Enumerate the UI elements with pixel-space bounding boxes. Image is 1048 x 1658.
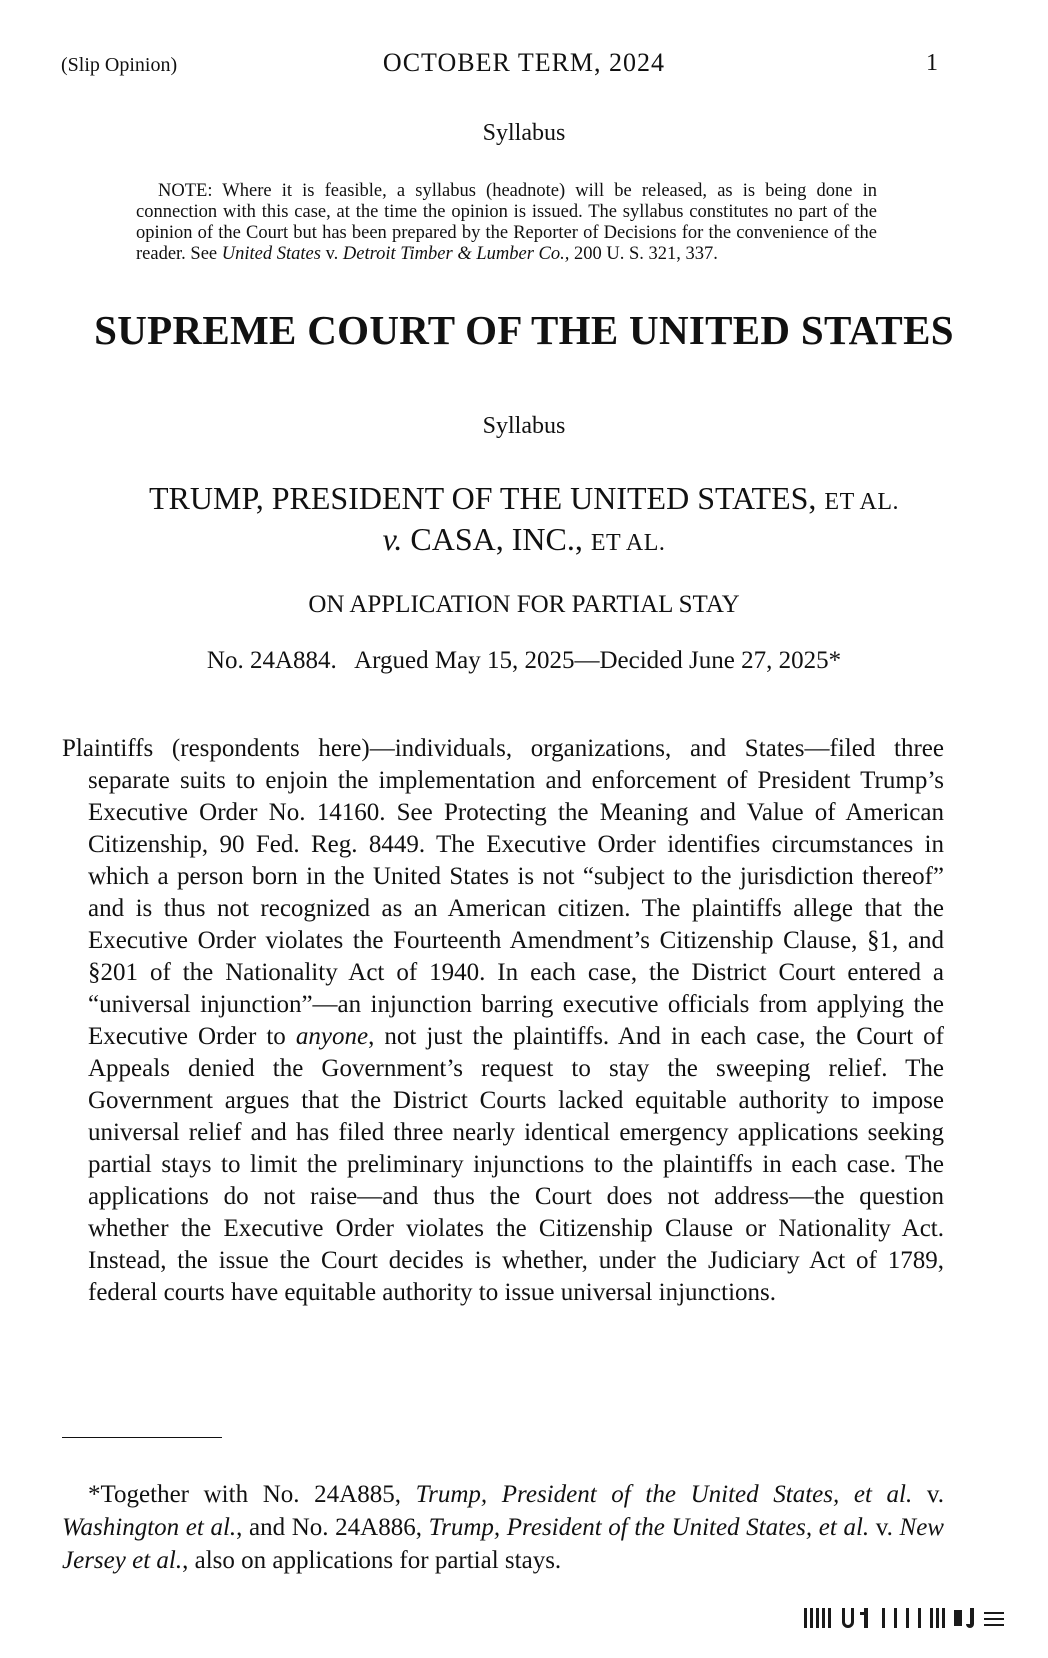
caption-versus: v.	[382, 521, 403, 557]
footnote-text-1: *Together with No. 24A885,	[88, 1481, 416, 1508]
slip-opinion-label: (Slip Opinion)	[61, 54, 178, 76]
note-versus: v.	[320, 244, 343, 264]
caption-respondent: CASA, INC.,	[402, 521, 583, 557]
docket-line: No. 24A884. Argued May 15, 2025—Decided June 27, 2025*	[206, 647, 842, 674]
case-caption-line-1	[0, 480, 1048, 517]
note-case-party-b: Detroit Timber & Lumber Co.,	[342, 244, 570, 264]
page-number: 1	[926, 50, 938, 76]
caption-respondent-etal: ET AL.	[590, 530, 666, 556]
footnote-case-1-party-a: Trump, President of the United States, et al.	[415, 1481, 913, 1508]
body-text-part-2: , not just the plaintiffs. And in each case, the Court of Appeals denied the Government’s request to stay the sweeping relief. The Government argues that the District Courts lacked equitable authority to impose universal relief and has filed three nearly identical emergency applications seeking partial stays to limit the preliminary injunctions to the plaintiffs in each case. The applications do not raise—and thus the Court does not address—the question whether the Executive Order violates the Citizenship Clause or Nationality Act. Instead, the issue the Court decides is whether, under the Judiciary Act of 1789, federal courts have equitable authority to issue universal injunctions.	[88, 1023, 945, 1306]
footnote-text-4: v.	[869, 1514, 900, 1541]
note-citation: 200 U. S. 321, 337.	[569, 244, 718, 264]
footnote-case-2-party-b: New Jersey et al.	[62, 1514, 944, 1574]
syllabus-header: Syllabus	[482, 120, 566, 146]
syllabus-body-paragraph	[62, 733, 944, 1309]
caption-petitioner-etal: ET AL.	[824, 489, 899, 515]
case-caption-line-2	[0, 521, 1048, 558]
note-case-party-a: United States	[221, 244, 321, 264]
court-name: SUPREME COURT OF THE UNITED STATES	[94, 307, 954, 353]
caption-petitioner: TRUMP, PRESIDENT OF THE UNITED STATES,	[149, 480, 817, 516]
body-emphasis: anyone	[295, 1023, 369, 1050]
footnote-divider	[62, 1437, 222, 1438]
footnote-case-1-party-b: Washington et al.	[62, 1514, 237, 1541]
footnote-text-3: , and No. 24A886,	[236, 1514, 429, 1541]
syllabus-heading: Syllabus	[482, 413, 566, 439]
term-header: OCTOBER TERM, 2024	[382, 48, 666, 77]
watermark-glyphs	[798, 1600, 1018, 1634]
footnote-text-5: , also on applications for partial stays.	[182, 1547, 562, 1574]
body-text-part-1: Plaintiffs (respondents here)—individuals, organizations, and States—filed three separate suits to enjoin the implementation and enforcement of President Trump’s Executive Order No. 14160. See Protecting the Meaning and Value of American Citizenship, 90 Fed. Reg. 8449. The Executive Order identifies circumstances in which a person born in the United States is not “subject to the jurisdiction thereof” and is thus not recognized as an American citizen. The plaintiffs allege that the Executive Order violates the Fourteenth Amendment’s Citizenship Clause, §1, and §201 of the Nationality Act of 1940. In each case, the District Court entered a “universal injunction”—an injunction barring executive officials from applying the Executive Order to	[62, 735, 944, 1050]
footnote	[62, 1478, 944, 1577]
syllabus-note	[136, 181, 877, 265]
note-text: NOTE: Where it is feasible, a syllabus (headnote) will be released, as is being done in connection with this case, at the time the opinion is issued. The syllabus constitutes no part of the opinion of the Court but has been prepared by the Reporter of Decisions for the convenience of the reader. See	[136, 181, 877, 264]
application-line: ON APPLICATION FOR PARTIAL STAY	[308, 591, 740, 618]
footnote-case-2-party-a: Trump, President of the United States, et al.	[428, 1514, 870, 1541]
footnote-text-2: v.	[912, 1481, 944, 1508]
